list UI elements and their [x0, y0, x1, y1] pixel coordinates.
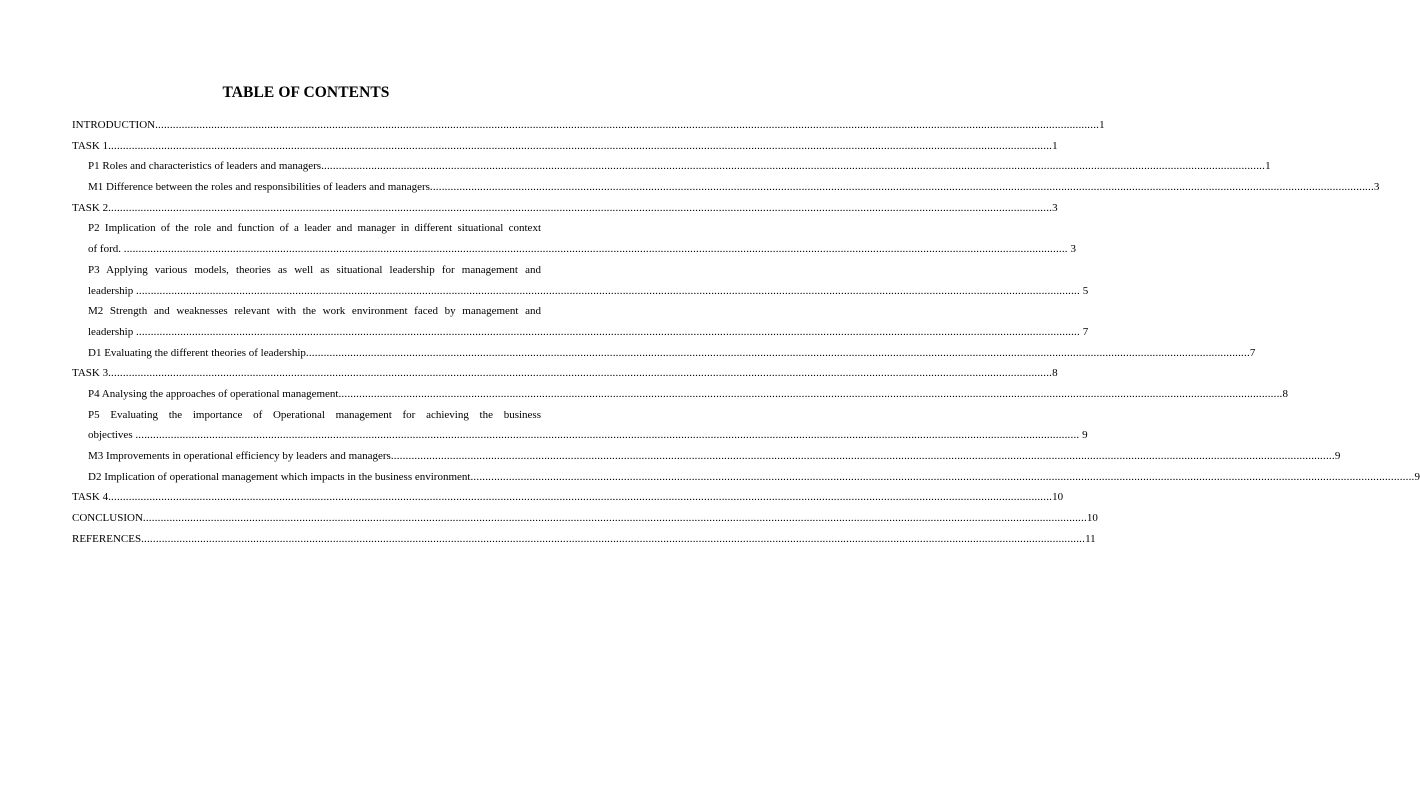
toc-entry-d2[interactable] — [72, 467, 1420, 488]
toc-entry-label: INTRODUCTION — [72, 119, 156, 131]
toc-page-number: 3 — [1373, 181, 1380, 194]
toc-entry-p5[interactable] — [72, 405, 1088, 446]
toc-leader-dots — [108, 363, 1052, 384]
toc-entry-introduction[interactable] — [72, 115, 1105, 136]
toc-entry-label-line1: P3 Applying various models, theories as well as situational leadership for management and — [88, 263, 541, 276]
toc-entry-label: M3 Improvements in operational efficiency by leaders and managers — [88, 450, 391, 463]
toc-leader-dots — [430, 177, 1374, 198]
toc-entry-task-3[interactable] — [72, 363, 1058, 384]
toc-entry-p1[interactable] — [72, 156, 1271, 177]
toc-entry-task-1[interactable] — [72, 136, 1058, 157]
toc-page-number: 3 — [1052, 201, 1058, 214]
toc-entry-label: objectives — [88, 429, 133, 442]
toc-entry-label: TASK 4 — [72, 491, 109, 504]
toc-leader-dots — [108, 136, 1052, 157]
toc-page-number: 7 — [1082, 325, 1089, 338]
toc-entry-label-line1: P5 Evaluating the importance of Operational management for achieving the business — [88, 408, 541, 421]
toc-page-number: 1 — [1265, 160, 1271, 173]
toc-leader-dots — [124, 243, 1068, 255]
toc-entry-label: leadership — [88, 284, 134, 297]
toc-entry-label: TASK 3 — [72, 367, 109, 380]
toc-entry-p2[interactable] — [72, 218, 1076, 259]
toc-leader-dots — [136, 285, 1080, 297]
toc-leader-dots — [321, 156, 1265, 177]
toc-page-number: 9 — [1334, 450, 1341, 463]
toc-entry-m2[interactable] — [72, 301, 1089, 342]
toc-entry-label: REFERENCES — [72, 532, 142, 545]
toc-entry-references[interactable] — [72, 529, 1096, 550]
toc-entry-label: leadership — [88, 325, 134, 338]
toc-page-number: 8 — [1052, 367, 1058, 380]
toc-page-number: 3 — [1070, 243, 1076, 256]
toc-page-number: 8 — [1282, 387, 1288, 400]
toc-entry-task-2[interactable] — [72, 198, 1058, 219]
toc-entry-p3[interactable] — [72, 260, 1089, 301]
toc-entry-conclusion[interactable] — [72, 508, 1098, 529]
toc-entry-label: of ford. — [88, 243, 121, 256]
toc-entry-m1[interactable] — [72, 177, 1380, 198]
toc-entry-label: TASK 1 — [72, 139, 109, 152]
toc-entry-m3[interactable] — [72, 446, 1341, 467]
toc-entry-label-line1: M2 Strength and weaknesses relevant with the work environment faced by management and — [88, 305, 541, 318]
toc-entry-label: TASK 2 — [72, 201, 109, 214]
toc-entry-label: D2 Implication of operational management which impacts in the business environment — [88, 470, 471, 483]
toc-page-number: 9 — [1414, 470, 1420, 483]
toc-entry-d1[interactable] — [72, 343, 1256, 364]
toc-entry-label: P1 Roles and characteristics of leaders and managers — [88, 160, 322, 173]
toc-page-number: 10 — [1052, 491, 1064, 504]
toc-leader-dots — [135, 429, 1079, 441]
toc-page-number: 5 — [1082, 284, 1089, 297]
toc-leader-dots — [141, 529, 1085, 550]
toc-leader-dots — [338, 384, 1282, 405]
toc-title: TABLE OF CONTENTS — [222, 84, 390, 101]
toc-entry-p4[interactable] — [72, 384, 1288, 405]
toc-leader-dots — [108, 198, 1052, 219]
toc-list — [72, 115, 1420, 550]
toc-leader-dots — [306, 343, 1250, 364]
toc-page-number: 10 — [1086, 512, 1098, 525]
toc-entry-label: M1 Difference between the roles and responsibilities of leaders and managers — [88, 181, 430, 194]
toc-entry-label: P4 Analysing the approaches of operational management — [88, 387, 339, 400]
toc-page-number: 1 — [1099, 119, 1105, 131]
toc-page-number: 9 — [1082, 429, 1088, 442]
toc-entry-label: D1 Evaluating the different theories of leadership — [88, 346, 306, 359]
toc-leader-dots — [143, 508, 1087, 529]
toc-leader-dots — [155, 115, 1099, 136]
toc-entry-label-line1: P2 Implication of the role and function of a leader and manager in different situational context — [88, 222, 541, 235]
toc-entry-label: CONCLUSION — [72, 512, 143, 525]
toc-leader-dots — [136, 326, 1080, 338]
toc-page-number: 11 — [1085, 532, 1096, 545]
toc-leader-dots — [108, 487, 1052, 508]
toc-page-number: 7 — [1249, 346, 1256, 359]
toc-leader-dots — [391, 446, 1335, 467]
toc-entry-task-4[interactable] — [72, 487, 1064, 508]
toc-page-number: 1 — [1052, 139, 1058, 152]
toc-leader-dots — [470, 467, 1414, 488]
